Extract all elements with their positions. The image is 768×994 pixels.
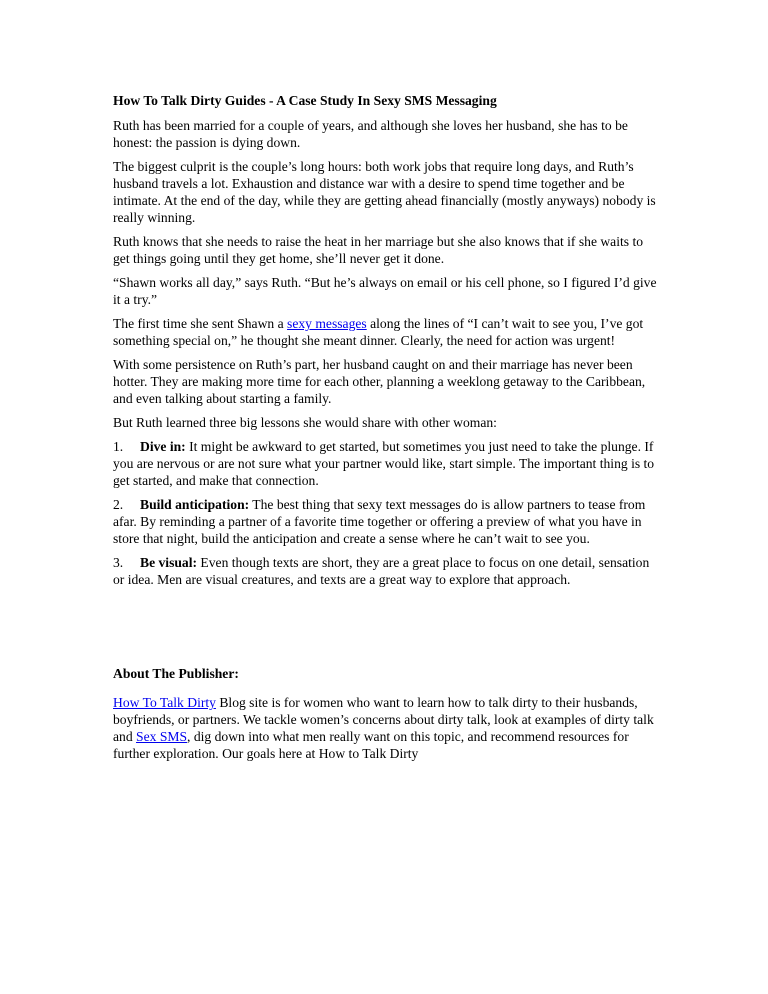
sexy-messages-link[interactable]: sexy messages [287, 316, 367, 331]
lesson-number: 3. [113, 555, 124, 570]
lesson-heading: Build anticipation: [140, 497, 250, 512]
section-spacer [113, 595, 658, 665]
lesson-text: It might be awkward to get started, but sometimes you just need to take the plunge. If you are nervous or are not sure what your partner would like, start simple. The important thing is to get started, and make that connection. [113, 439, 655, 488]
lesson-heading: Be visual: [140, 555, 198, 570]
paragraph-lessons-intro: But Ruth learned three big lessons she would share with other woman: [113, 415, 497, 430]
document-title: How To Talk Dirty Guides - A Case Study In Sexy SMS Messaging [113, 93, 497, 108]
paragraph-culprit: The biggest culprit is the couple’s long hours: both work jobs that require long days, and Ruth’s husband travels a lot. Exhaustion and distance war with a desire to spend time together and be intimate. At the end of the day, while they are getting ahead financially (mostly anyways) nobody is really winning. [113, 159, 656, 225]
lesson-number: 2. [113, 497, 124, 512]
paragraph-persistence: With some persistence on Ruth’s part, her husband caught on and their marriage has never been hotter. They are making more time for each other, planning a weeklong getaway to the Caribbean, and even talking about starting a family. [113, 357, 646, 406]
lesson-heading: Dive in: [140, 439, 186, 454]
paragraph-raise-heat: Ruth knows that she needs to raise the heat in her marriage but she also knows that if she waits to get things going until they get home, she’ll never get it done. [113, 234, 644, 266]
document-page [113, 92, 658, 769]
paragraph-first-time-before: The first time she sent Shawn a [113, 316, 288, 331]
paragraph-intro: Ruth has been married for a couple of years, and although she loves her husband, she has to be honest: the passion is dying down. [113, 118, 628, 150]
sex-sms-link[interactable]: Sex SMS [136, 729, 188, 744]
paragraph-shawn-quote: “Shawn works all day,” says Ruth. “But he’s always on email or his cell phone, so I figured I’d give it a try.” [113, 275, 657, 307]
how-to-talk-dirty-link[interactable]: How To Talk Dirty [113, 695, 216, 710]
paragraph-first-time [113, 315, 658, 349]
lesson-text: Even though texts are short, they are a great place to focus on one detail, sensation or idea. Men are visual creatures, and texts are a great way to explore that approach. [113, 555, 650, 587]
paragraph-first-time-after: along the lines of “I can’t wait to see you, I’ve got something special on,” he thought she meant dinner. Clearly, the need for action was urgent! [113, 316, 644, 348]
lesson-text: The best thing that sexy text messages do is allow partners to tease from afar. By reminding a partner of a favorite time together or offering a preview of what you have in store that night, build the anticipation and create a sense where he can’t wait to see you. [113, 497, 646, 546]
about-text-2: , dig down into what men really want on this topic, and recommend resources for further exploration. Our goals here at How to Talk Dirty [113, 729, 629, 761]
lesson-item-1 [113, 438, 658, 489]
lesson-number: 1. [113, 439, 124, 454]
paragraph-about [113, 694, 658, 762]
lesson-item-3 [113, 554, 658, 588]
about-text-1: Blog site is for women who want to learn how to talk dirty to their husbands, boyfriends, or partners. We tackle women’s concerns about dirty talk, look at examples of dirty talk and [113, 695, 654, 744]
lesson-item-2 [113, 496, 658, 547]
about-heading: About The Publisher: [113, 666, 239, 681]
